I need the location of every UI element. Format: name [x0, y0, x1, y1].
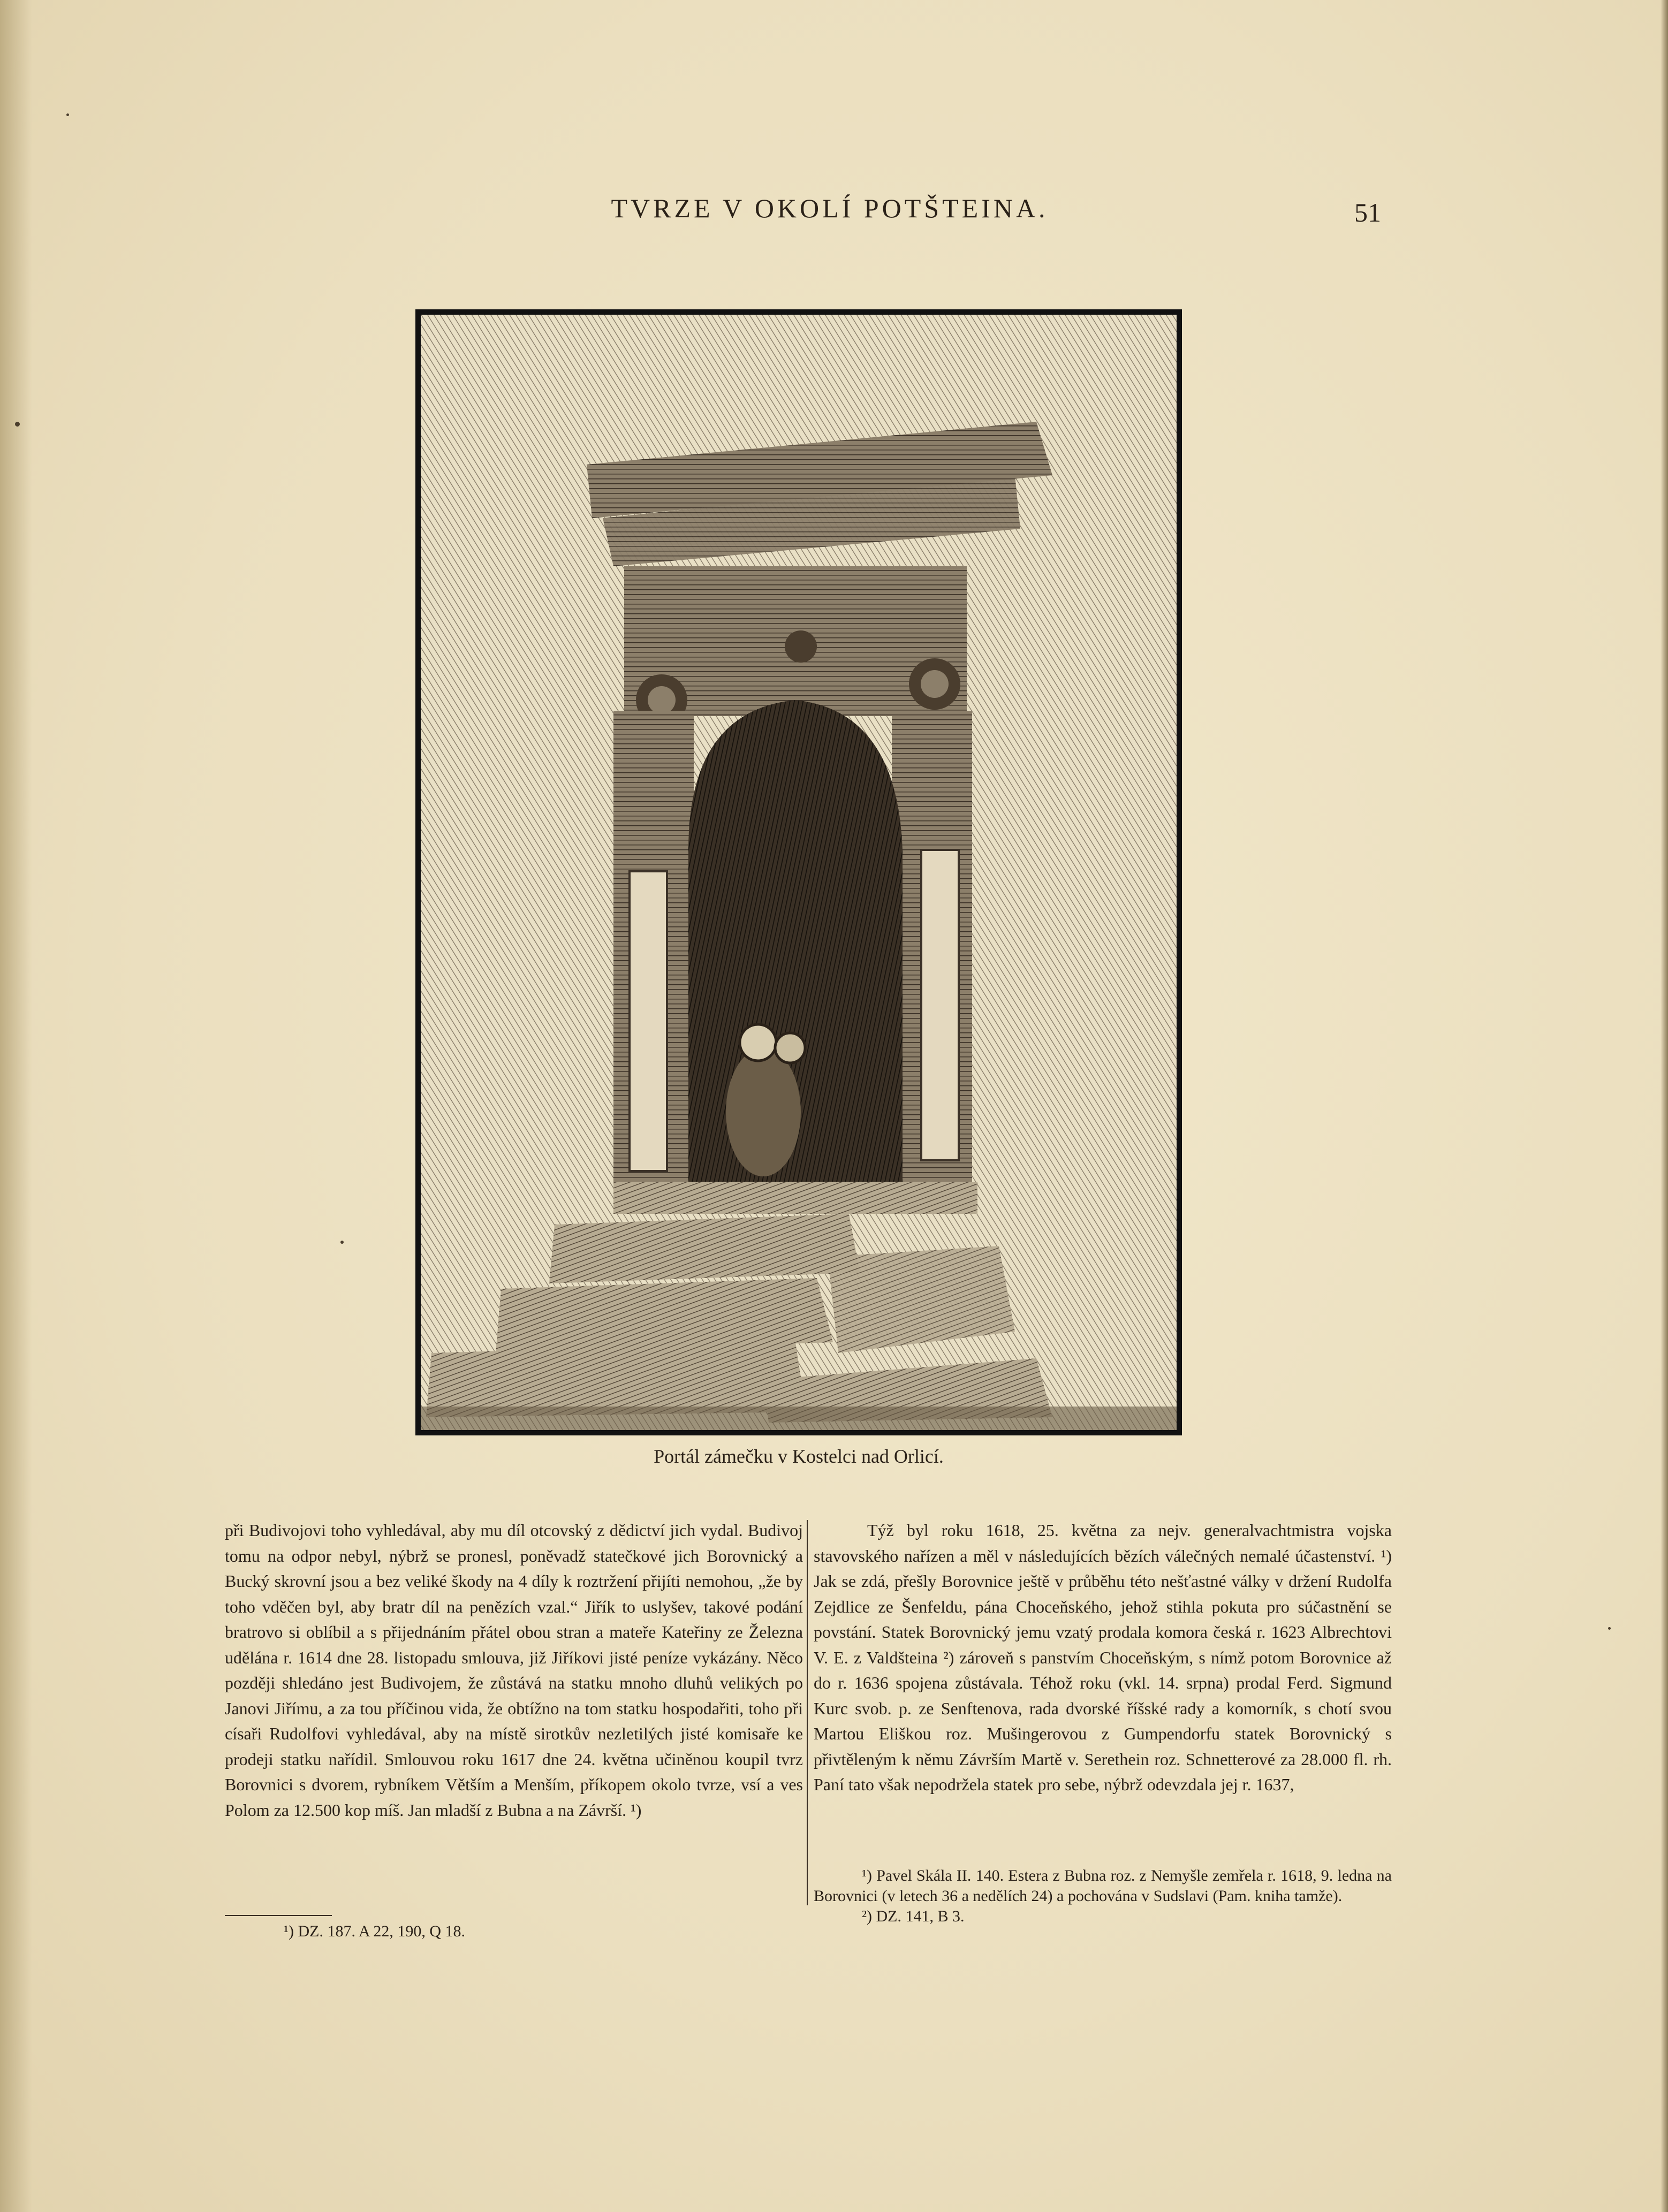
footnote-left: ¹) DZ. 187. A 22, 190, Q 18. — [284, 1922, 465, 1940]
left-column-paragraph: při Budivojovi toho vyhledával, aby mu díl otcovský z dědictví jich vydal. Budivoj tomu na odpor nebyl, nýbrž se pronesl, poněvadž statečkové jich Borovnický a Bucký skrovní jsou a bez veliké škody na 4 díly k roztržení přijíti nemohou, „že by toho vděčen byl, aby bratr díl na penězích vzal.“ Jiřík to uslyšev, takové podání bratrovo si oblíbil a s přijednáním přátel obou stran a mateře Kateřiny ze Železna udělána r. 1614 dne 28. listopadu smlouva, již Jiříkovi jisté peníze vykázány. Něco později shledáno jest Budivojem, že zůstává na statku mnoho dluhů velikých po Janovi Jiřímu, a za tou příčinou vida, že obtížno na tom statku hospodařiti, toho při císaři Rudolfovi vyhledával, aby na místě sirotkův nezletilých jisté komisaře ke prodeji statku nařídil. Smlouvou roku 1617 dne 24. května učiněnou koupil tvrz Borovnici s dvorem, rybníkem Větším a Menším, příkopem okolo tvrze, vsí a ves Polom za 12.500 kop míš. Jan mladší z Bubna a na Závrší. ¹) — [225, 1521, 803, 1820]
page-gutter-shadow — [0, 0, 32, 2212]
footnote-rule — [225, 1915, 332, 1916]
portal-engraving — [421, 315, 1177, 1430]
right-column-paragraph: Týž byl roku 1618, 25. května za nejv. generalvachtmistra vojska stavovského nařízen a měl v následujících bězích válečných nemalé účastenství. ¹) Jak se zdá, přešly Borovnice ještě v průběhu této nešťastné války v držení Rudolfa Zejdlice ze Šenfeldu, pána Choceňského, jehož stihla pokuta pro súčastnění se povstání. Statek Borovnický jemu vzatý prodala komora česká r. 1623 Albrechtovi V. E. z Valdšteina ²) zároveň s panstvím Choceňským, s nímž potom Borovnice až do r. 1636 spojena zůstávala. Téhož roku (vkl. 14. srpna) prodal Ferd. Sigmund Kurc svob. p. ze Senftenova, rada dvorské říšské rady a komorník, s chotí svou Martou Eliškou roz. Mušingerovou z Gumpendorfu statek Borovnický s přivtěleným k němu Závrším Martě v. Serethein roz. Schnetterové za 28.000 fl. rh. Paní tato však nepodržela statek pro sebe, nýbrž odevzdala jej r. 1637, — [814, 1521, 1392, 1794]
paper-speck — [340, 1241, 344, 1244]
text-column-left — [225, 1518, 803, 1823]
paper-speck — [1608, 1627, 1611, 1630]
figure-caption: Portál zámečku v Kostelci nad Orlicí. — [654, 1446, 944, 1467]
text-column-right — [814, 1518, 1392, 1798]
footnote-right-1: ¹) Pavel Skála II. 140. Estera z Bubna roz. z Nemyšle zemřela r. 1618, 9. ledna na Borovnici (v letech 36 a nedělích 24) a pochována v Sudslavi (Pam. kniha tamže). — [814, 1867, 1392, 1905]
paper-speck — [66, 113, 69, 116]
page-edge-shadow — [1661, 0, 1668, 2212]
running-title: TVRZE V OKOLÍ POTŠTEINA. — [611, 193, 1049, 223]
engraving-figure — [415, 309, 1182, 1435]
page-number: 51 — [1354, 197, 1381, 227]
paper-speck — [15, 422, 20, 427]
footnote-right-2: ²) DZ. 141, B 3. — [862, 1907, 965, 1925]
footnotes-right — [814, 1866, 1392, 1927]
column-divider — [807, 1520, 808, 1905]
